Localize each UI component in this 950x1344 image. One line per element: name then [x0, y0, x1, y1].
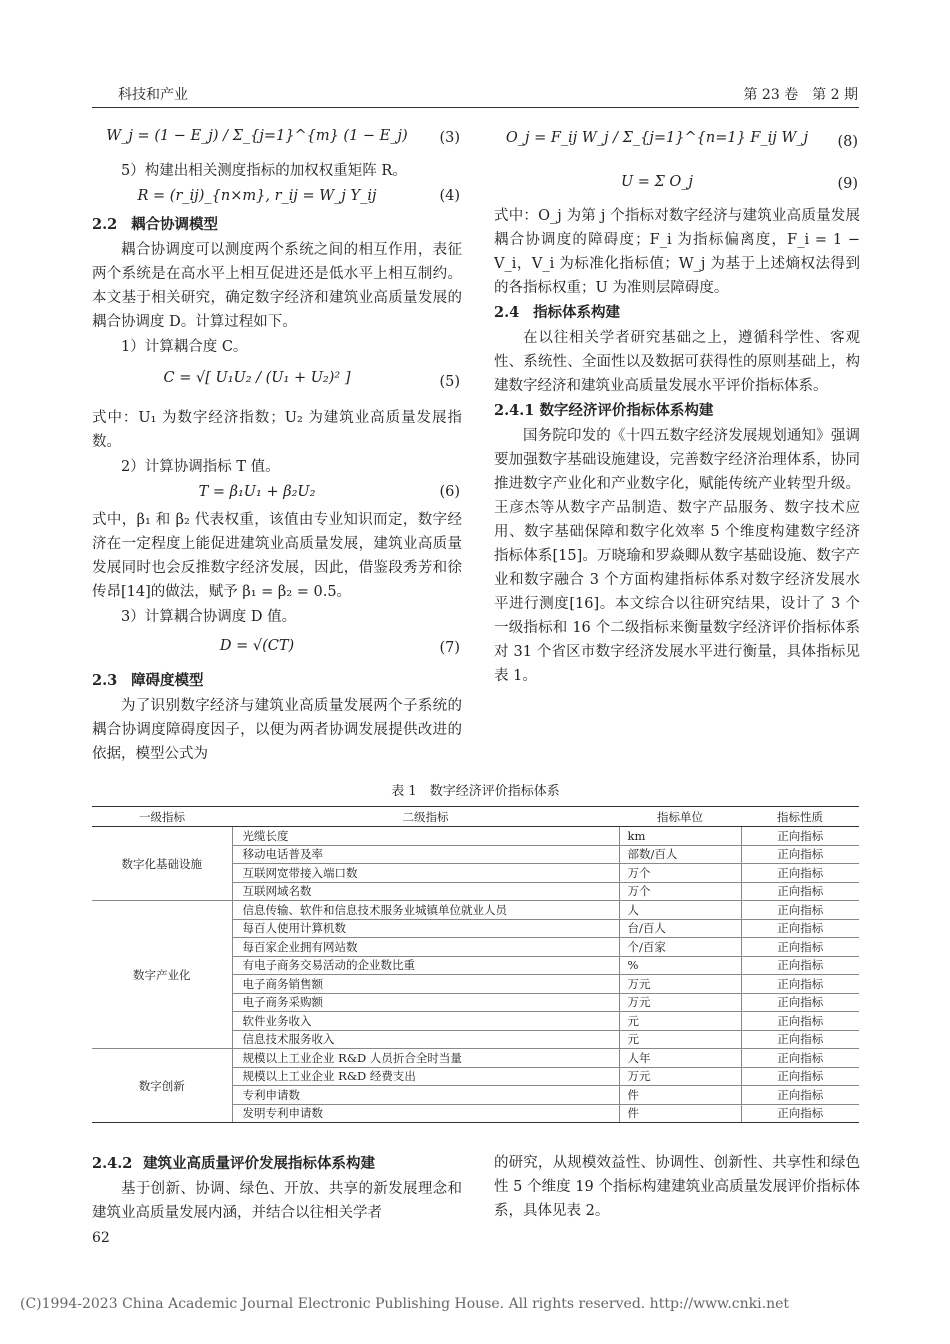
level1-indicator: 数字化基础设施 — [92, 827, 232, 901]
table-row — [92, 1049, 859, 1068]
indicator-unit: 人年 — [619, 1049, 741, 1068]
section-2-4-1-paragraph: 国务院印发的《十四五数字经济发展规划通知》强调要加强数字基础设施建设，完善数字经济治理体系，协同推进数字产业化和产业数字化，赋能传统产业转型升级。王彦杰等从数字产品制造、数字产品服务、数字技术应用、数字基础保障和数字化效率 5 个维度构建数字经济指标体系[15]。万晓瑜和罗焱卿从数字基础设施、数字产业和数字融合 3 个方面构建指标体系对数字经济发展水平进行测度[16]。本文综合以往研究结果，设计了 3 个一级指标和 16 个二级指标来衡量数字经济评价指标体系对 31 个省区市数字经济发展水平进行衡量，具体指标见表 1。 — [494, 428, 860, 684]
equation-3: W_j = (1 − E_j) / Σ_{j=1}^{m} (1 − E_j) (3) — [106, 128, 460, 146]
step-2: 2）计算协调指标 T 值。 — [121, 459, 280, 475]
level1-indicator: 数字创新 — [92, 1049, 232, 1123]
indicator-nature: 正向指标 — [741, 1086, 859, 1105]
indicator-unit: 万个 — [619, 864, 741, 883]
table-row — [92, 827, 859, 846]
table-row — [92, 901, 859, 920]
equation-9: U = Σ O_j (9) — [620, 174, 858, 192]
header-level2: 二级指标 — [232, 807, 619, 827]
equation-6: T = β₁U₁ + β₂U₂ (6) — [198, 484, 460, 500]
header-unit: 指标单位 — [619, 807, 741, 827]
level2-indicator: 专利申请数 — [232, 1086, 619, 1105]
page-number: 62 — [92, 1230, 110, 1246]
indicator-unit: 万元 — [619, 993, 741, 1012]
indicator-unit: 部数/百人 — [619, 845, 741, 864]
level2-indicator: 信息传输、软件和信息技术服务业城镇单位就业人员 — [232, 901, 619, 920]
level2-indicator: 移动电话普及率 — [232, 845, 619, 864]
left-column — [92, 120, 462, 766]
equation-4: R = (r_ij)_{n×m}, r_ij = W_j Y_ij (4) — [137, 188, 460, 204]
level2-indicator: 互联网宽带接入端口数 — [232, 864, 619, 883]
indicator-nature: 正向指标 — [741, 993, 859, 1012]
bottom-right-column — [494, 1151, 860, 1223]
equation-5-note: 式中：U₁ 为数字经济指数；U₂ 为建筑业高质量发展指数。 — [92, 410, 462, 450]
section-2-4-paragraph: 在以往相关学者研究基础之上，遵循科学性、客观性、系统性、全面性以及数据可获得性的原则基础上，构建数字经济和建筑业高质量发展水平评价指标体系。 — [494, 330, 860, 394]
indicator-unit: km — [619, 827, 741, 846]
section-2-2-heading: 2.2 耦合协调模型 — [92, 216, 219, 233]
journal-name: 科技和产业 — [118, 87, 188, 103]
level2-indicator: 光缆长度 — [232, 827, 619, 846]
indicator-nature: 正向指标 — [741, 864, 859, 883]
indicator-nature: 正向指标 — [741, 845, 859, 864]
table-header-row — [92, 807, 859, 827]
indicator-nature: 正向指标 — [741, 1067, 859, 1086]
step-1: 1）计算耦合度 C。 — [121, 339, 248, 355]
level2-indicator: 有电子商务交易活动的企业数比重 — [232, 956, 619, 975]
level2-indicator: 互联网域名数 — [232, 882, 619, 901]
step-5: 5）构建出相关测度指标的加权权重矩阵 R。 — [121, 163, 407, 179]
right-column — [494, 120, 860, 688]
indicator-unit: 万元 — [619, 1067, 741, 1086]
level2-indicator: 每百人使用计算机数 — [232, 919, 619, 938]
indicator-unit: 元 — [619, 1030, 741, 1049]
indicator-nature: 正向指标 — [741, 1012, 859, 1031]
level2-indicator: 电子商务销售额 — [232, 975, 619, 994]
indicator-unit: % — [619, 956, 741, 975]
bottom-left-column — [92, 1151, 462, 1225]
table-1 — [92, 806, 859, 1123]
level2-indicator: 信息技术服务收入 — [232, 1030, 619, 1049]
section-2-3-heading: 2.3 障碍度模型 — [92, 672, 204, 689]
header-nature: 指标性质 — [741, 807, 859, 827]
level2-indicator: 每百家企业拥有网站数 — [232, 938, 619, 957]
equation-7: D = √(CT) (7) — [219, 638, 460, 656]
level2-indicator: 电子商务采购额 — [232, 993, 619, 1012]
section-2-4-2-heading: 2.4.2 建筑业高质量评价发展指标体系构建 — [92, 1155, 376, 1172]
section-2-4-1-heading: 2.4.1 数字经济评价指标体系构建 — [494, 402, 714, 419]
indicator-nature: 正向指标 — [741, 827, 859, 846]
indicator-nature: 正向指标 — [741, 956, 859, 975]
section-2-4-heading: 2.4 指标体系构建 — [494, 304, 621, 321]
level2-indicator: 规模以上工业企业 R&D 经费支出 — [232, 1067, 619, 1086]
section-2-3-paragraph: 为了识别数字经济与建筑业高质量发展两个子系统的耦合协调度障碍度因子，以便为两者协调发展提供改进的依据，模型公式为 — [92, 698, 462, 762]
equation-6-note: 式中，β₁ 和 β₂ 代表权重，该值由专业知识而定，数字经济在一定程度上能促进建筑业高质量发展，建筑业高质量发展同时也会反推数字经济发展，因此，借鉴段秀芳和徐传昂[14]的做法，赋予 β₁ = β₂ = 0.5。 — [92, 512, 462, 600]
indicator-unit: 个/百家 — [619, 938, 741, 957]
indicator-nature: 正向指标 — [741, 1104, 859, 1123]
header-rule — [92, 107, 859, 108]
equation-9-note: 式中：O_j 为第 j 个指标对数字经济与建筑业高质量发展耦合协调度的障碍度；F_i 为指标偏离度，F_i = 1 − V_i，V_i 为标准化指标值；W_j 为基于上述熵权法得到的各指标权重；U 为准则层障碍度。 — [494, 208, 860, 296]
section-2-2-paragraph: 耦合协调度可以测度两个系统之间的相互作用，表征两个系统是在高水平上相互促进还是低水平上相互制约。本文基于相关研究，确定数字经济和建筑业高质量发展的耦合协调度 D。计算过程如下。 — [92, 242, 462, 330]
issue-label: 第 23 卷 第 2 期 — [743, 87, 858, 103]
indicator-nature: 正向指标 — [741, 882, 859, 901]
step-3: 3）计算耦合协调度 D 值。 — [121, 609, 297, 625]
level2-indicator: 软件业务收入 — [232, 1012, 619, 1031]
copyright-footer: (C)1994-2023 China Academic Journal Electronic Publishing House. All rights reserved. http://www.cnki.net — [20, 1296, 790, 1312]
indicator-unit: 元 — [619, 1012, 741, 1031]
indicator-nature: 正向指标 — [741, 901, 859, 920]
table-1-title: 表 1 数字经济评价指标体系 — [391, 784, 560, 799]
indicator-unit: 万个 — [619, 882, 741, 901]
section-2-4-2-continuation: 的研究，从规模效益性、协调性、创新性、共享性和绿色性 5 个维度 19 个指标构建建筑业高质量发展评价指标体系，具体见表 2。 — [494, 1155, 860, 1219]
level1-indicator: 数字产业化 — [92, 901, 232, 1049]
indicator-nature: 正向指标 — [741, 919, 859, 938]
indicator-unit: 万元 — [619, 975, 741, 994]
equation-8: O_j = F_ij W_j / Σ_{j=1}^{n=1} F_ij W_j (8) — [505, 130, 858, 150]
header-level1: 一级指标 — [92, 807, 232, 827]
level2-indicator: 发明专利申请数 — [232, 1104, 619, 1123]
indicator-nature: 正向指标 — [741, 975, 859, 994]
indicator-nature: 正向指标 — [741, 1030, 859, 1049]
equation-5: C = √[ U₁U₂ / (U₁ + U₂)² ] (5) — [163, 370, 460, 390]
indicator-unit: 件 — [619, 1086, 741, 1105]
indicator-unit: 件 — [619, 1104, 741, 1123]
indicator-unit: 人 — [619, 901, 741, 920]
section-2-4-2-paragraph: 基于创新、协调、绿色、开放、共享的新发展理念和建筑业高质量发展内涵，并结合以往相关学者 — [92, 1181, 462, 1221]
level2-indicator: 规模以上工业企业 R&D 人员折合全时当量 — [232, 1049, 619, 1068]
indicator-nature: 正向指标 — [741, 938, 859, 957]
indicator-nature: 正向指标 — [741, 1049, 859, 1068]
indicator-unit: 台/百人 — [619, 919, 741, 938]
